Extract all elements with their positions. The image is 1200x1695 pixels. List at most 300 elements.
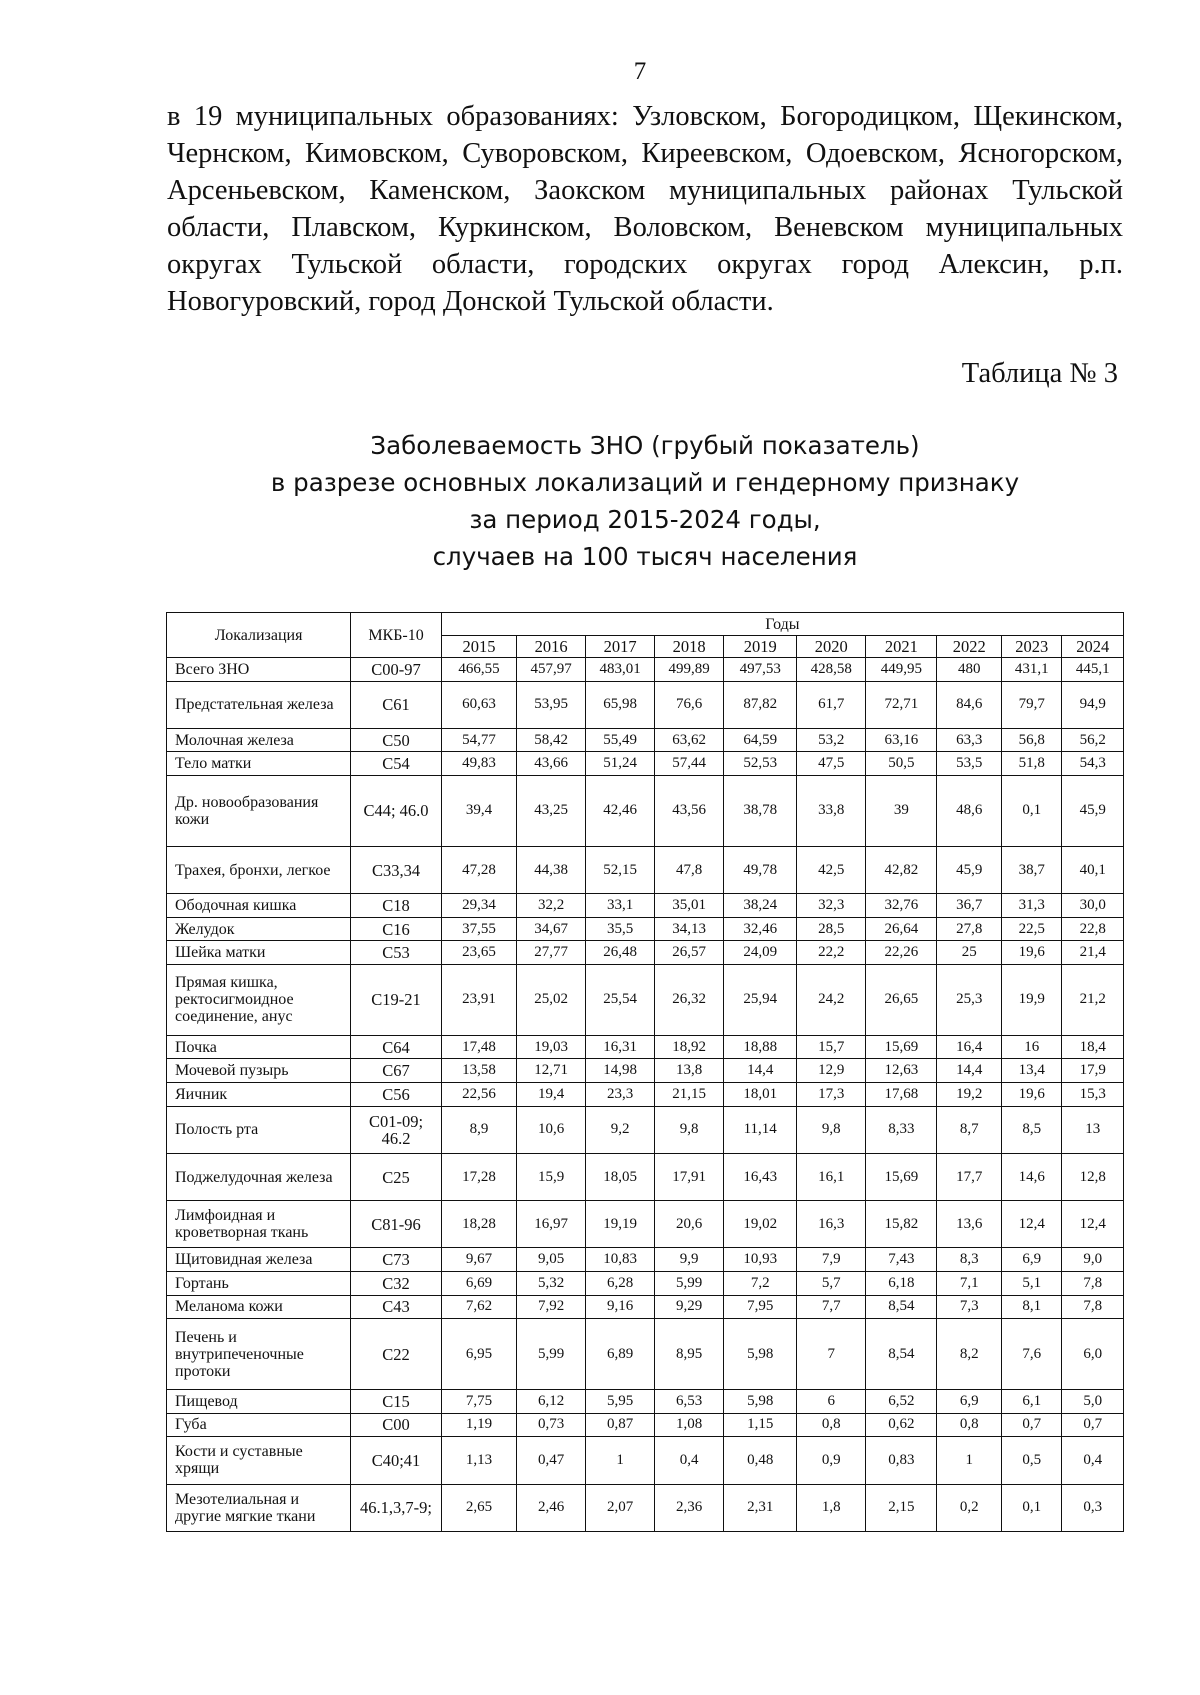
cell-value-2017: 25,54 xyxy=(586,964,655,1035)
cell-value-2022: 48,6 xyxy=(937,776,1002,847)
cell-value-2021: 8,54 xyxy=(866,1295,937,1319)
cell-value-2019: 16,43 xyxy=(724,1153,797,1200)
cell-value-2022: 480 xyxy=(937,658,1002,682)
cell-value-2020: 17,3 xyxy=(797,1083,866,1107)
cell-value-2016: 16,97 xyxy=(517,1201,586,1248)
cell-value-2021: 39 xyxy=(866,776,937,847)
cell-value-2017: 19,19 xyxy=(586,1201,655,1248)
table-title-line: Заболеваемость ЗНО (грубый показатель) xyxy=(370,431,920,460)
cell-value-2016: 15,9 xyxy=(517,1153,586,1200)
cell-localization: Щитовидная железа xyxy=(167,1248,351,1272)
cell-value-2022: 7,1 xyxy=(937,1271,1002,1295)
cell-mkb: С81-96 xyxy=(351,1201,442,1248)
cell-value-2022: 16,4 xyxy=(937,1035,1002,1059)
cell-mkb: С00 xyxy=(351,1413,442,1437)
cell-localization: Трахея, бронхи, легкое xyxy=(167,846,351,893)
incidence-table xyxy=(166,612,1124,1532)
cell-value-2019: 14,4 xyxy=(724,1059,797,1083)
cell-mkb: С56 xyxy=(351,1083,442,1107)
cell-value-2018: 63,62 xyxy=(655,728,724,752)
cell-value-2024: 17,9 xyxy=(1062,1059,1124,1083)
cell-value-2019: 38,24 xyxy=(724,894,797,918)
cell-value-2015: 466,55 xyxy=(441,658,516,682)
cell-value-2022: 0,2 xyxy=(937,1484,1002,1531)
cell-value-2022: 0,8 xyxy=(937,1413,1002,1437)
cell-value-2020: 0,9 xyxy=(797,1437,866,1484)
cell-value-2024: 56,2 xyxy=(1062,728,1124,752)
cell-mkb: С18 xyxy=(351,894,442,918)
cell-value-2016: 9,05 xyxy=(517,1248,586,1272)
cell-value-2019: 32,46 xyxy=(724,917,797,941)
cell-value-2024: 7,8 xyxy=(1062,1271,1124,1295)
cell-value-2017: 33,1 xyxy=(586,894,655,918)
cell-value-2016: 43,66 xyxy=(517,752,586,776)
cell-localization: Тело матки xyxy=(167,752,351,776)
cell-localization: Почка xyxy=(167,1035,351,1059)
table-title-line: случаев на 100 тысяч населения xyxy=(432,542,858,571)
cell-mkb: С67 xyxy=(351,1059,442,1083)
cell-value-2024: 21,4 xyxy=(1062,941,1124,965)
table-title-line: за период 2015-2024 годы, xyxy=(469,505,821,534)
cell-value-2016: 0,73 xyxy=(517,1413,586,1437)
cell-value-2021: 15,69 xyxy=(866,1035,937,1059)
cell-value-2019: 7,95 xyxy=(724,1295,797,1319)
cell-value-2023: 6,9 xyxy=(1002,1248,1062,1272)
cell-value-2024: 12,4 xyxy=(1062,1201,1124,1248)
table-row xyxy=(167,964,1124,1035)
cell-value-2020: 16,1 xyxy=(797,1153,866,1200)
cell-localization: Прямая кишка, ректосигмоидное соединение, анус xyxy=(167,964,351,1035)
cell-value-2018: 13,8 xyxy=(655,1059,724,1083)
cell-value-2018: 18,92 xyxy=(655,1035,724,1059)
cell-value-2021: 449,95 xyxy=(866,658,937,682)
cell-value-2022: 8,2 xyxy=(937,1319,1002,1390)
cell-value-2021: 2,15 xyxy=(866,1484,937,1531)
cell-value-2022: 25,3 xyxy=(937,964,1002,1035)
cell-value-2020: 9,8 xyxy=(797,1106,866,1153)
header-localization: Локализация xyxy=(167,613,351,658)
cell-value-2015: 39,4 xyxy=(441,776,516,847)
cell-value-2020: 53,2 xyxy=(797,728,866,752)
header-year-2022: 2022 xyxy=(937,636,1002,658)
header-year-2018: 2018 xyxy=(655,636,724,658)
cell-value-2023: 79,7 xyxy=(1002,681,1062,728)
cell-mkb: 46.1,3,7-9; xyxy=(351,1484,442,1531)
cell-value-2023: 56,8 xyxy=(1002,728,1062,752)
cell-value-2023: 13,4 xyxy=(1002,1059,1062,1083)
cell-mkb: С61 xyxy=(351,681,442,728)
cell-value-2023: 19,6 xyxy=(1002,941,1062,965)
cell-value-2017: 23,3 xyxy=(586,1083,655,1107)
cell-value-2024: 5,0 xyxy=(1062,1390,1124,1414)
cell-value-2015: 7,75 xyxy=(441,1390,516,1414)
cell-value-2023: 12,4 xyxy=(1002,1201,1062,1248)
cell-value-2018: 17,91 xyxy=(655,1153,724,1200)
cell-value-2017: 16,31 xyxy=(586,1035,655,1059)
cell-localization: Желудок xyxy=(167,917,351,941)
cell-value-2020: 428,58 xyxy=(797,658,866,682)
cell-value-2024: 21,2 xyxy=(1062,964,1124,1035)
cell-value-2017: 26,48 xyxy=(586,941,655,965)
cell-value-2021: 15,82 xyxy=(866,1201,937,1248)
table-row xyxy=(167,658,1124,682)
cell-value-2016: 5,99 xyxy=(517,1319,586,1390)
cell-value-2021: 6,52 xyxy=(866,1390,937,1414)
cell-value-2020: 61,7 xyxy=(797,681,866,728)
cell-value-2024: 15,3 xyxy=(1062,1083,1124,1107)
table-row xyxy=(167,1390,1124,1414)
cell-value-2020: 22,2 xyxy=(797,941,866,965)
cell-localization: Мочевой пузырь xyxy=(167,1059,351,1083)
cell-value-2016: 44,38 xyxy=(517,846,586,893)
table-row xyxy=(167,1059,1124,1083)
cell-localization: Предстательная железа xyxy=(167,681,351,728)
table-row xyxy=(167,917,1124,941)
cell-value-2020: 28,5 xyxy=(797,917,866,941)
cell-value-2019: 10,93 xyxy=(724,1248,797,1272)
cell-value-2021: 15,69 xyxy=(866,1153,937,1200)
cell-localization: Молочная железа xyxy=(167,728,351,752)
header-mkb: МКБ-10 xyxy=(351,613,442,658)
cell-value-2016: 19,03 xyxy=(517,1035,586,1059)
cell-value-2019: 2,31 xyxy=(724,1484,797,1531)
cell-localization: Губа xyxy=(167,1413,351,1437)
cell-value-2019: 0,48 xyxy=(724,1437,797,1484)
cell-value-2017: 9,2 xyxy=(586,1106,655,1153)
cell-value-2023: 16 xyxy=(1002,1035,1062,1059)
cell-value-2023: 6,1 xyxy=(1002,1390,1062,1414)
header-year-2016: 2016 xyxy=(517,636,586,658)
cell-value-2024: 54,3 xyxy=(1062,752,1124,776)
cell-value-2018: 5,99 xyxy=(655,1271,724,1295)
cell-mkb: С64 xyxy=(351,1035,442,1059)
cell-value-2018: 9,8 xyxy=(655,1106,724,1153)
cell-value-2015: 13,58 xyxy=(441,1059,516,1083)
header-years: Годы xyxy=(441,613,1123,636)
cell-localization: Ободочная кишка xyxy=(167,894,351,918)
cell-mkb: С22 xyxy=(351,1319,442,1390)
cell-value-2022: 27,8 xyxy=(937,917,1002,941)
cell-value-2015: 54,77 xyxy=(441,728,516,752)
cell-value-2020: 7 xyxy=(797,1319,866,1390)
cell-value-2020: 32,3 xyxy=(797,894,866,918)
cell-localization: Яичник xyxy=(167,1083,351,1107)
cell-value-2016: 25,02 xyxy=(517,964,586,1035)
cell-value-2024: 22,8 xyxy=(1062,917,1124,941)
cell-value-2023: 0,1 xyxy=(1002,1484,1062,1531)
cell-value-2016: 6,12 xyxy=(517,1390,586,1414)
cell-value-2023: 51,8 xyxy=(1002,752,1062,776)
cell-value-2018: 21,15 xyxy=(655,1083,724,1107)
cell-value-2023: 14,6 xyxy=(1002,1153,1062,1200)
cell-value-2015: 49,83 xyxy=(441,752,516,776)
cell-value-2020: 6 xyxy=(797,1390,866,1414)
cell-mkb: С73 xyxy=(351,1248,442,1272)
cell-localization: Гортань xyxy=(167,1271,351,1295)
cell-value-2019: 5,98 xyxy=(724,1390,797,1414)
cell-value-2023: 38,7 xyxy=(1002,846,1062,893)
cell-value-2017: 1 xyxy=(586,1437,655,1484)
cell-value-2020: 7,9 xyxy=(797,1248,866,1272)
cell-value-2020: 24,2 xyxy=(797,964,866,1035)
cell-value-2021: 0,62 xyxy=(866,1413,937,1437)
cell-value-2020: 5,7 xyxy=(797,1271,866,1295)
cell-value-2015: 6,95 xyxy=(441,1319,516,1390)
cell-value-2022: 17,7 xyxy=(937,1153,1002,1200)
cell-value-2023: 19,6 xyxy=(1002,1083,1062,1107)
cell-mkb: С32 xyxy=(351,1271,442,1295)
cell-value-2022: 53,5 xyxy=(937,752,1002,776)
cell-value-2017: 2,07 xyxy=(586,1484,655,1531)
cell-value-2018: 499,89 xyxy=(655,658,724,682)
cell-value-2022: 13,6 xyxy=(937,1201,1002,1248)
header-year-2017: 2017 xyxy=(586,636,655,658)
cell-value-2021: 8,33 xyxy=(866,1106,937,1153)
cell-value-2024: 445,1 xyxy=(1062,658,1124,682)
cell-value-2020: 1,8 xyxy=(797,1484,866,1531)
cell-value-2022: 84,6 xyxy=(937,681,1002,728)
cell-value-2024: 0,4 xyxy=(1062,1437,1124,1484)
cell-value-2016: 43,25 xyxy=(517,776,586,847)
cell-mkb: С15 xyxy=(351,1390,442,1414)
cell-localization: Меланома кожи xyxy=(167,1295,351,1319)
cell-mkb: С01-09; 46.2 xyxy=(351,1106,442,1153)
cell-value-2017: 0,87 xyxy=(586,1413,655,1437)
cell-value-2017: 51,24 xyxy=(586,752,655,776)
table-row xyxy=(167,1248,1124,1272)
cell-value-2019: 497,53 xyxy=(724,658,797,682)
cell-mkb: С00-97 xyxy=(351,658,442,682)
cell-mkb: С43 xyxy=(351,1295,442,1319)
cell-value-2022: 14,4 xyxy=(937,1059,1002,1083)
cell-value-2017: 52,15 xyxy=(586,846,655,893)
cell-value-2021: 50,5 xyxy=(866,752,937,776)
cell-value-2015: 2,65 xyxy=(441,1484,516,1531)
cell-value-2016: 10,6 xyxy=(517,1106,586,1153)
cell-value-2016: 7,92 xyxy=(517,1295,586,1319)
cell-value-2022: 1 xyxy=(937,1437,1002,1484)
cell-value-2017: 55,49 xyxy=(586,728,655,752)
cell-value-2024: 13 xyxy=(1062,1106,1124,1153)
table-title xyxy=(0,427,1200,575)
cell-value-2017: 65,98 xyxy=(586,681,655,728)
cell-value-2021: 7,43 xyxy=(866,1248,937,1272)
cell-value-2020: 7,7 xyxy=(797,1295,866,1319)
cell-value-2023: 22,5 xyxy=(1002,917,1062,941)
cell-value-2018: 0,4 xyxy=(655,1437,724,1484)
cell-value-2024: 12,8 xyxy=(1062,1153,1124,1200)
cell-value-2015: 6,69 xyxy=(441,1271,516,1295)
table-row xyxy=(167,728,1124,752)
cell-localization: Др. новообразования кожи xyxy=(167,776,351,847)
cell-value-2021: 63,16 xyxy=(866,728,937,752)
cell-value-2021: 42,82 xyxy=(866,846,937,893)
cell-value-2018: 76,6 xyxy=(655,681,724,728)
cell-value-2018: 57,44 xyxy=(655,752,724,776)
cell-value-2015: 8,9 xyxy=(441,1106,516,1153)
cell-value-2016: 19,4 xyxy=(517,1083,586,1107)
cell-value-2021: 32,76 xyxy=(866,894,937,918)
table-row xyxy=(167,752,1124,776)
cell-value-2023: 0,7 xyxy=(1002,1413,1062,1437)
cell-value-2017: 6,89 xyxy=(586,1319,655,1390)
cell-value-2018: 34,13 xyxy=(655,917,724,941)
cell-mkb: С54 xyxy=(351,752,442,776)
cell-localization: Мезотелиальная и другие мягкие ткани xyxy=(167,1484,351,1531)
cell-value-2024: 7,8 xyxy=(1062,1295,1124,1319)
cell-value-2020: 15,7 xyxy=(797,1035,866,1059)
cell-localization: Поджелудочная железа xyxy=(167,1153,351,1200)
cell-value-2018: 6,53 xyxy=(655,1390,724,1414)
cell-value-2017: 9,16 xyxy=(586,1295,655,1319)
cell-value-2015: 1,19 xyxy=(441,1413,516,1437)
table-row xyxy=(167,1319,1124,1390)
cell-value-2018: 47,8 xyxy=(655,846,724,893)
header-year-2019: 2019 xyxy=(724,636,797,658)
header-year-2015: 2015 xyxy=(441,636,516,658)
cell-localization: Пищевод xyxy=(167,1390,351,1414)
table-row xyxy=(167,846,1124,893)
table-row xyxy=(167,681,1124,728)
header-year-2024: 2024 xyxy=(1062,636,1124,658)
cell-value-2019: 19,02 xyxy=(724,1201,797,1248)
intro-paragraph: в 19 муниципальных образованиях: Узловском, Богородицком, Щекинском, Чернском, Кимовском, Суворовском, Киреевском, Одоевском, Ясногорском, Арсеньевском, Каменском, Заокском муниципальных районах Тульской области, Плавском, Куркинском, Воловском, Веневском муниципальных округах Тульской области, городских округах город Алексин, р.п. Новогуровский, город Донской Тульской области. xyxy=(167,101,1123,317)
cell-value-2016: 58,42 xyxy=(517,728,586,752)
cell-value-2023: 8,1 xyxy=(1002,1295,1062,1319)
cell-value-2019: 25,94 xyxy=(724,964,797,1035)
cell-value-2015: 47,28 xyxy=(441,846,516,893)
cell-value-2022: 8,3 xyxy=(937,1248,1002,1272)
cell-value-2020: 47,5 xyxy=(797,752,866,776)
cell-value-2017: 10,83 xyxy=(586,1248,655,1272)
cell-value-2015: 1,13 xyxy=(441,1437,516,1484)
cell-value-2019: 87,82 xyxy=(724,681,797,728)
cell-value-2022: 19,2 xyxy=(937,1083,1002,1107)
cell-value-2024: 30,0 xyxy=(1062,894,1124,918)
table-row xyxy=(167,1106,1124,1153)
table-title-line: в разрезе основных локализаций и гендерному признаку xyxy=(270,468,1020,497)
cell-value-2019: 1,15 xyxy=(724,1413,797,1437)
cell-value-2016: 53,95 xyxy=(517,681,586,728)
cell-value-2021: 26,64 xyxy=(866,917,937,941)
cell-value-2018: 9,9 xyxy=(655,1248,724,1272)
cell-value-2016: 32,2 xyxy=(517,894,586,918)
cell-value-2019: 18,88 xyxy=(724,1035,797,1059)
cell-value-2015: 9,67 xyxy=(441,1248,516,1272)
page-number: 7 xyxy=(633,58,647,85)
cell-value-2018: 1,08 xyxy=(655,1413,724,1437)
cell-value-2019: 38,78 xyxy=(724,776,797,847)
table-row xyxy=(167,1484,1124,1531)
cell-mkb: С44; 46.0 xyxy=(351,776,442,847)
cell-value-2016: 12,71 xyxy=(517,1059,586,1083)
header-year-2020: 2020 xyxy=(797,636,866,658)
cell-mkb: С40;41 xyxy=(351,1437,442,1484)
cell-value-2019: 52,53 xyxy=(724,752,797,776)
cell-value-2017: 6,28 xyxy=(586,1271,655,1295)
cell-mkb: С25 xyxy=(351,1153,442,1200)
cell-value-2015: 7,62 xyxy=(441,1295,516,1319)
cell-value-2021: 22,26 xyxy=(866,941,937,965)
cell-value-2020: 12,9 xyxy=(797,1059,866,1083)
cell-value-2024: 40,1 xyxy=(1062,846,1124,893)
cell-value-2017: 35,5 xyxy=(586,917,655,941)
cell-value-2023: 0,1 xyxy=(1002,776,1062,847)
cell-value-2018: 9,29 xyxy=(655,1295,724,1319)
cell-value-2023: 431,1 xyxy=(1002,658,1062,682)
table-row xyxy=(167,1083,1124,1107)
cell-mkb: С19-21 xyxy=(351,964,442,1035)
table-row xyxy=(167,894,1124,918)
cell-value-2016: 0,47 xyxy=(517,1437,586,1484)
cell-value-2017: 14,98 xyxy=(586,1059,655,1083)
cell-value-2019: 5,98 xyxy=(724,1319,797,1390)
cell-localization: Всего ЗНО xyxy=(167,658,351,682)
cell-value-2024: 45,9 xyxy=(1062,776,1124,847)
cell-localization: Шейка матки xyxy=(167,941,351,965)
cell-mkb: С50 xyxy=(351,728,442,752)
cell-value-2024: 6,0 xyxy=(1062,1319,1124,1390)
cell-value-2018: 2,36 xyxy=(655,1484,724,1531)
cell-value-2018: 8,95 xyxy=(655,1319,724,1390)
cell-value-2022: 45,9 xyxy=(937,846,1002,893)
cell-mkb: С53 xyxy=(351,941,442,965)
cell-value-2017: 42,46 xyxy=(586,776,655,847)
cell-value-2022: 63,3 xyxy=(937,728,1002,752)
cell-value-2017: 5,95 xyxy=(586,1390,655,1414)
cell-value-2021: 6,18 xyxy=(866,1271,937,1295)
cell-value-2022: 25 xyxy=(937,941,1002,965)
cell-value-2020: 16,3 xyxy=(797,1201,866,1248)
cell-localization: Полость рта xyxy=(167,1106,351,1153)
cell-value-2019: 24,09 xyxy=(724,941,797,965)
cell-value-2023: 7,6 xyxy=(1002,1319,1062,1390)
cell-value-2016: 27,77 xyxy=(517,941,586,965)
cell-value-2022: 36,7 xyxy=(937,894,1002,918)
header-year-2023: 2023 xyxy=(1002,636,1062,658)
table-row xyxy=(167,1413,1124,1437)
cell-localization: Лимфоидная и кроветворная ткань xyxy=(167,1201,351,1248)
cell-value-2021: 8,54 xyxy=(866,1319,937,1390)
cell-value-2020: 33,8 xyxy=(797,776,866,847)
cell-value-2018: 26,32 xyxy=(655,964,724,1035)
cell-value-2017: 18,05 xyxy=(586,1153,655,1200)
cell-value-2021: 72,71 xyxy=(866,681,937,728)
table-row xyxy=(167,1201,1124,1248)
cell-mkb: С16 xyxy=(351,917,442,941)
cell-value-2019: 18,01 xyxy=(724,1083,797,1107)
cell-value-2023: 19,9 xyxy=(1002,964,1062,1035)
cell-value-2017: 483,01 xyxy=(586,658,655,682)
cell-value-2015: 29,34 xyxy=(441,894,516,918)
table-row xyxy=(167,1271,1124,1295)
table-row xyxy=(167,1437,1124,1484)
cell-value-2020: 42,5 xyxy=(797,846,866,893)
cell-value-2024: 9,0 xyxy=(1062,1248,1124,1272)
cell-value-2018: 35,01 xyxy=(655,894,724,918)
cell-value-2019: 7,2 xyxy=(724,1271,797,1295)
cell-value-2021: 12,63 xyxy=(866,1059,937,1083)
cell-value-2024: 18,4 xyxy=(1062,1035,1124,1059)
table-row xyxy=(167,1153,1124,1200)
header-year-2021: 2021 xyxy=(866,636,937,658)
cell-value-2016: 457,97 xyxy=(517,658,586,682)
cell-value-2018: 26,57 xyxy=(655,941,724,965)
cell-value-2019: 11,14 xyxy=(724,1106,797,1153)
cell-value-2015: 22,56 xyxy=(441,1083,516,1107)
cell-value-2023: 8,5 xyxy=(1002,1106,1062,1153)
cell-localization: Печень и внутрипеченочные протоки xyxy=(167,1319,351,1390)
